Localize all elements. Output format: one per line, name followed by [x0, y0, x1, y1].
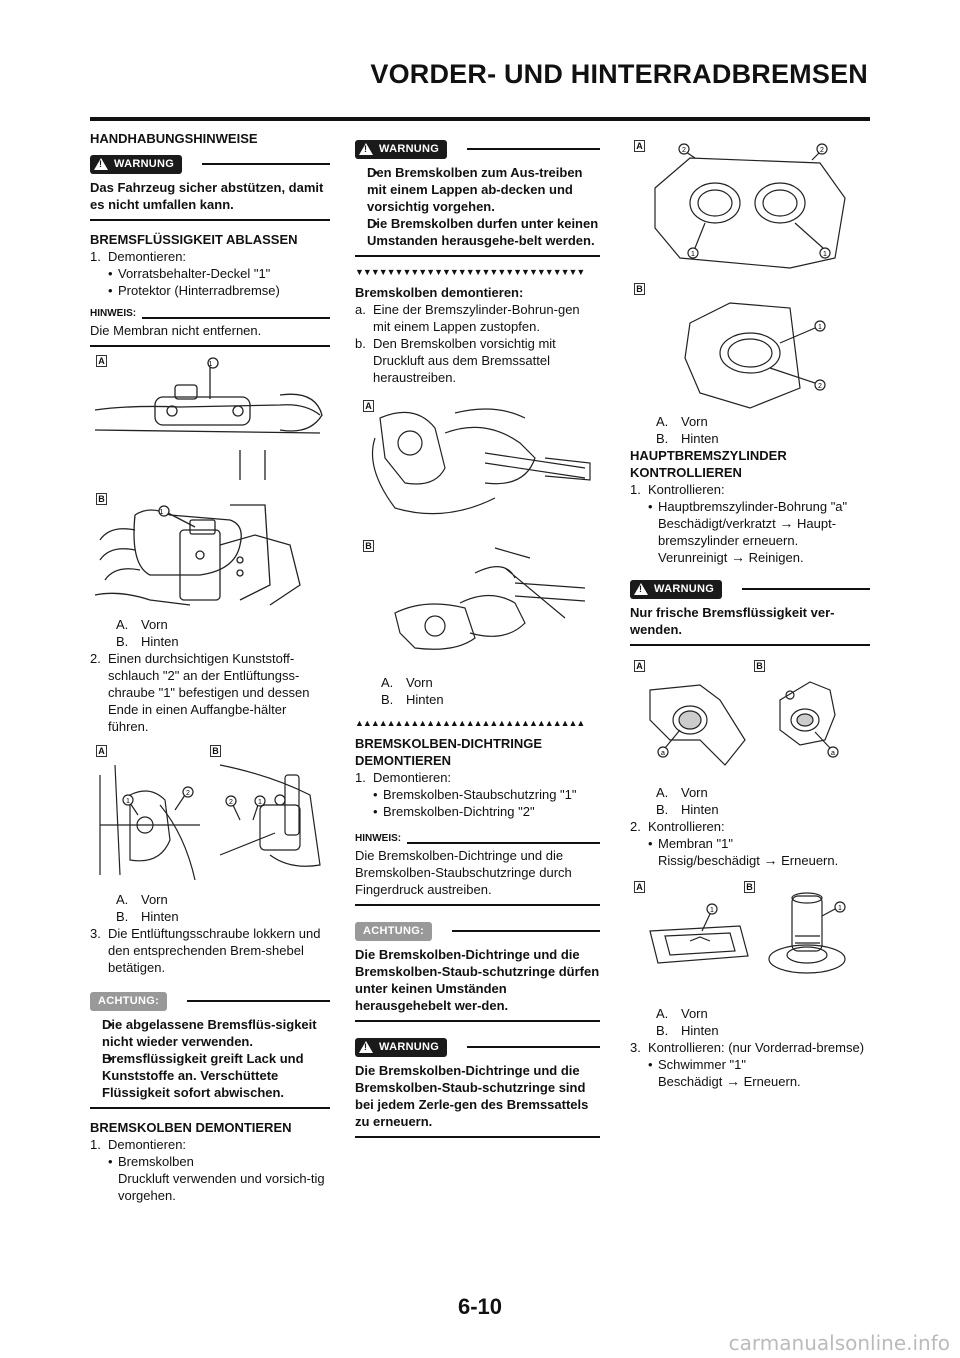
svg-text:2: 2 [186, 790, 190, 797]
procedure-end-marker: ▲▲▲▲▲▲▲▲▲▲▲▲▲▲▲▲▲▲▲▲▲▲▲▲▲▲▲▲▲ [355, 718, 585, 728]
seals-caution-text: Die Bremskolben-Dichtringe und die Bremskolben-Staub-schutzringe dürfen unter keinen Umständen herausgehebelt wer-den. [355, 947, 600, 1013]
page-header [90, 55, 870, 125]
seals-step-1-bullet-1: • Bremskolben-Staubschutzring "1" [355, 786, 600, 803]
svg-text:1: 1 [818, 324, 822, 331]
figure-caliper-seals: A B 2 2 1 1 1 2 [630, 138, 870, 413]
master-step-1-result-1: Beschädigt/verkratzt → Haupt-bremszylinder erneuern. [658, 515, 837, 548]
svg-text:1: 1 [838, 905, 842, 912]
drain-step-1-bullet-1: • Vorratsbehalter-Deckel "1" [90, 265, 330, 282]
figure-bleed-hose: A B 1 2 2 1 [90, 745, 330, 885]
warning-badge: ! WARNUNG [90, 155, 182, 174]
watermark: carmanualsonline.info [728, 1331, 950, 1355]
drain-step-2: 2. Einen durchsichtigen Kunststoff-schlauch "2" an der Entlüftungss-chraube "1" befestigen und dessen Ende in einen Auffangbe-hälter führen. [90, 651, 310, 734]
svg-text:1: 1 [208, 361, 213, 368]
piston-step-1-bullet: • Bremskolben [90, 1153, 330, 1170]
seals-heading: BREMSKOLBEN-DICHTRINGE DEMONTIEREN [355, 736, 543, 768]
figure-diaphragm-float: A B 1 1 [630, 881, 870, 999]
seals-step-1-bullet-2: • Bremskolben-Dichtring "2" [355, 803, 600, 820]
caption-fig3: A. Vorn B. Hinten [381, 675, 444, 707]
warning-icon [359, 143, 373, 155]
svg-text:2: 2 [818, 383, 822, 390]
drain-note-text: Die Membran nicht entfernen. [90, 323, 262, 338]
procedure-heading: Bremskolben demontieren: [355, 285, 524, 300]
master-heading: HAUPTBREMSZYLINDER KONTROLLIEREN [630, 448, 787, 480]
piston-step-1-sub: Druckluft verwenden und vorsich-tig vorgehen. [118, 1171, 325, 1203]
arrow-icon: → [763, 852, 778, 868]
master-step-1-result-2: Verunreinigt → Reinigen. [658, 549, 804, 565]
drain-heading: BREMSFLÜSSIGKEIT ABLASSEN [90, 232, 298, 247]
caption-fig2: A. Vorn B. Hinten [116, 892, 179, 924]
svg-text:a: a [661, 750, 665, 757]
arrow-icon: → [779, 515, 794, 531]
warning-icon [94, 158, 108, 170]
warning-icon [359, 1041, 373, 1053]
column-3 [630, 138, 870, 1090]
svg-text:2: 2 [682, 147, 686, 154]
caption-fig4: A. Vorn B. Hinten [656, 414, 719, 446]
arrow-icon: → [725, 1073, 740, 1089]
caution-banner-2: ACHTUNG: [355, 920, 600, 942]
caution-bullet-2: • Bremsflüssigkeit greift Lack und Kunststoffe an. Verschüttete Flüssigkeit sofort abwischen. [90, 1050, 330, 1101]
master-step-1: 1. Kontrollieren: [630, 482, 725, 497]
caution-bullet-1: • Die abgelassene Bremsflüs-sigkeit nicht wieder verwenden. [90, 1016, 330, 1050]
master-warning-text: Nur frische Bremsflüssigkeit ver-wenden. [630, 605, 835, 637]
svg-text:1: 1 [126, 798, 130, 805]
piston-heading: BREMSKOLBEN DEMONTIEREN [90, 1120, 292, 1135]
arrow-icon: → [731, 549, 746, 565]
handling-warning-text: Das Fahrzeug sicher abstützen, damit es nicht umfallen kann. [90, 180, 324, 212]
warning-icon [634, 583, 648, 595]
col2-warning-bullet-1: • Den Bremskolben zum Aus-treiben mit einem Lappen ab-decken und vorsichtig vorgehen. [355, 164, 600, 215]
page-number: 6-10 [457, 1294, 503, 1319]
master-step-2: 2. Kontrollieren: [630, 819, 725, 834]
note-banner-2: HINWEIS: [355, 830, 600, 847]
warning-banner-4: ! WARNUNG [630, 578, 870, 600]
procedure-step-a: a. Eine der Bremszylinder-Bohrun-gen mit einem Lappen zustopfen. [355, 302, 580, 334]
master-step-3-bullet: • Schwimmer "1" [630, 1056, 870, 1073]
figure-compressed-air: A B [355, 398, 600, 668]
piston-step-1: 1. Demontieren: [90, 1137, 187, 1152]
master-step-1-bullet: • Hauptbremszylinder-Bohrung "a" [630, 498, 870, 515]
caption-fig6: A. Vorn B. Hinten [656, 1006, 719, 1038]
caption-fig1: A. Vorn B. Hinten [116, 617, 179, 649]
caution-banner: ACHTUNG: [90, 990, 330, 1012]
svg-text:1: 1 [823, 251, 827, 258]
seals-step-1: 1. Demontieren: [355, 770, 452, 785]
column-1 [90, 130, 330, 1204]
warning-banner-2: ! WARNUNG [355, 138, 600, 160]
drain-step-1: 1. Demontieren: [90, 249, 187, 264]
column-2 [355, 138, 600, 1146]
svg-text:1: 1 [159, 509, 164, 516]
seals-warning-text: Die Bremskolben-Dichtringe und die Bremskolben-Staub-schutzringe sind bei jedem Zerle-gen des Bremssattels zu erneuern. [355, 1063, 589, 1129]
figure-reservoir-cap: A 1 1 B [90, 355, 330, 610]
svg-text:2: 2 [229, 799, 233, 806]
svg-text:1: 1 [258, 799, 262, 806]
warning-banner [90, 153, 330, 175]
svg-text:1: 1 [691, 251, 695, 258]
handling-heading: HANDHABUNGSHINWEISE [90, 131, 258, 146]
reservoir-illustration [90, 355, 330, 610]
note-banner: HINWEIS: [90, 305, 330, 322]
svg-text:2: 2 [820, 147, 824, 154]
header-rule [90, 117, 870, 121]
procedure-start-marker: ▼▼▼▼▼▼▼▼▼▼▼▼▼▼▼▼▼▼▼▼▼▼▼▼▼▼▼▼▼ [355, 267, 585, 277]
warning-banner-3: ! WARNUNG [355, 1036, 600, 1058]
page-title: VORDER- UND HINTERRADBREMSEN [370, 59, 868, 89]
seals-note-text: Die Bremskolben-Dichtringe und die Bremskolben-Staubschutzringe durch Fingerdruck austreiben. [355, 848, 572, 897]
drain-step-1-bullet-2: • Protektor (Hinterradbremse) [90, 282, 330, 299]
master-step-2-result: Rissig/beschädigt → Erneuern. [658, 852, 839, 868]
master-step-3-result: Beschädigt → Erneuern. [658, 1073, 801, 1089]
master-step-2-bullet: • Membran "1" [630, 835, 870, 852]
master-step-3: 3. Kontrollieren: (nur Vorderrad-bremse) [630, 1040, 865, 1055]
col2-warning-bullet-2: • Die Bremskolben durfen unter keinen Umstanden herausgehe-belt werden. [355, 215, 600, 249]
svg-text:a: a [831, 750, 835, 757]
drain-step-3: 3. Die Entlüftungsschraube lokkern und den entsprechenden Brem-shebel betätigen. [90, 926, 321, 975]
procedure-step-b: b. Den Bremskolben vorsichtig mit Druckluft aus dem Bremssattel heraustreiben. [355, 336, 556, 385]
svg-text:1: 1 [710, 907, 714, 914]
figure-master-bore: A B a a [630, 660, 870, 778]
caption-fig5: A. Vorn B. Hinten [656, 785, 719, 817]
